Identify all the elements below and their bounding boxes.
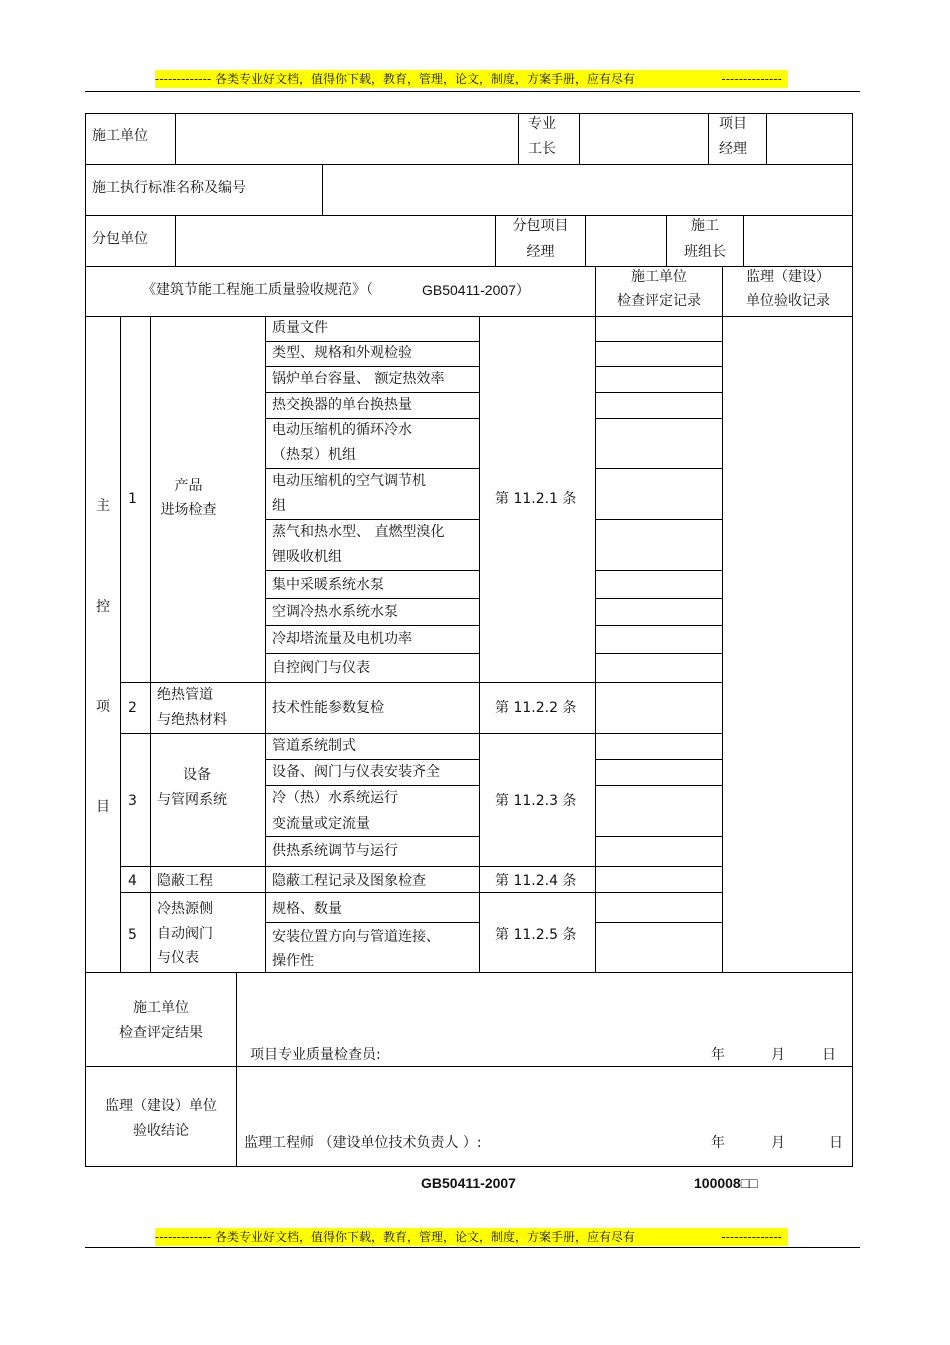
supervision-record-label-2: 单位验收记录 xyxy=(746,293,830,309)
group-3-name-1: 设备 xyxy=(183,767,211,783)
subcontract-unit-field[interactable] xyxy=(176,217,494,264)
subcontract-unit-label: 分包单位 xyxy=(92,231,148,247)
inspector-day: 日 xyxy=(822,1047,836,1063)
row-divider xyxy=(595,785,722,786)
form-code: GB50411-2007 xyxy=(421,1175,516,1191)
inspector-month: 月 xyxy=(771,1047,785,1063)
row-divider xyxy=(265,625,479,626)
row-divider xyxy=(265,519,479,520)
engineer-label: 监理工程师 （建设单位技术负责人 ）: xyxy=(244,1135,482,1151)
col-divider xyxy=(708,113,709,164)
item-water-system-1: 冷（热）水系统运行 xyxy=(272,790,398,806)
col-divider xyxy=(722,266,723,972)
row-divider xyxy=(595,519,722,520)
group-4-clause: 第 11.2.4 条 xyxy=(495,873,577,889)
item-cooling-tower: 冷却塔流量及电机功率 xyxy=(272,631,412,647)
item-heating-regulation: 供热系统调节与运行 xyxy=(272,843,398,859)
item-boiler: 锅炉单台容量、 额定热效率 xyxy=(272,371,445,387)
col-divider xyxy=(120,316,121,972)
top-banner xyxy=(155,70,788,88)
item-quality-docs: 质量文件 xyxy=(272,320,328,336)
item-pipe-system: 管道系统制式 xyxy=(272,738,356,754)
row-divider xyxy=(265,570,479,571)
main-control-label-3: 项 xyxy=(96,699,110,715)
group-3-name-2: 与管网系统 xyxy=(157,792,227,808)
bottom-banner xyxy=(155,1228,788,1246)
item-water-system-2: 变流量或定流量 xyxy=(272,816,370,832)
engineer-year: 年 xyxy=(711,1135,725,1151)
row-divider xyxy=(85,266,853,267)
row-divider xyxy=(265,785,479,786)
item-heating-pump: 集中采暖系统水泵 xyxy=(272,577,384,593)
subcontract-pm-label-1: 分包项目 xyxy=(512,218,569,234)
row-divider xyxy=(265,366,479,367)
item-concealed-records: 隐蔽工程记录及图象检查 xyxy=(272,873,426,889)
item-install-position-1: 安装位置方向与管道连接、 xyxy=(272,929,440,945)
group-2-clause: 第 11.2.2 条 xyxy=(495,700,577,716)
construction-unit-label: 施工单位 xyxy=(92,128,148,144)
row-divider xyxy=(120,866,722,867)
group-3-clause: 第 11.2.3 条 xyxy=(495,793,577,809)
subcontract-pm-label-2: 经理 xyxy=(526,244,555,260)
spec-title: 《建筑节能工程施工质量验收规范》（ xyxy=(142,282,373,298)
specialty-foreman-label-1: 专业 xyxy=(528,116,556,132)
top-rule xyxy=(85,91,860,92)
main-control-label-1: 主 xyxy=(96,498,110,514)
group-5-no: 5 xyxy=(128,927,137,943)
item-type-spec: 类型、规格和外观检验 xyxy=(272,345,412,361)
item-spec-quantity: 规格、数量 xyxy=(272,901,342,917)
row-divider xyxy=(265,922,479,923)
row-divider xyxy=(595,468,722,469)
banner-right-dashes: -------------- xyxy=(721,72,782,86)
item-control-valves: 自控阀门与仪表 xyxy=(272,660,370,676)
item-equipment-install: 设备、阀门与仪表安装齐全 xyxy=(272,764,440,780)
item-heat-exchanger: 热交换器的单台换热量 xyxy=(272,397,412,413)
row-divider xyxy=(595,366,722,367)
group-4-name: 隐蔽工程 xyxy=(157,873,213,889)
row-divider xyxy=(85,164,853,165)
item-compressor-ac-1: 电动压缩机的空气调节机 xyxy=(272,473,426,489)
col-divider xyxy=(518,113,519,164)
row-divider xyxy=(595,570,722,571)
row-divider xyxy=(265,653,479,654)
row-divider xyxy=(595,759,722,760)
group-2-name-1: 绝热管道 xyxy=(157,687,213,703)
item-compressor-ac-2: 组 xyxy=(272,498,286,514)
row-divider xyxy=(120,682,722,683)
col-divider xyxy=(479,316,480,972)
banner-text: 各类专业好文档，值得你下载，教育，管理，论文，制度，方案手册，应有尽有 xyxy=(215,72,636,86)
row-divider xyxy=(265,392,479,393)
row-divider xyxy=(265,418,479,419)
group-5-name-1: 冷热源侧 xyxy=(157,901,213,917)
item-compressor-chiller-1: 电动压缩机的循环冷水 xyxy=(272,422,412,438)
item-compressor-chiller-2: （热泵）机组 xyxy=(272,447,356,463)
group-3-no: 3 xyxy=(128,793,137,809)
spec-code: GB50411-2007） xyxy=(422,282,530,298)
row-divider xyxy=(595,836,722,837)
row-divider xyxy=(120,733,722,734)
row-divider xyxy=(595,625,722,626)
specialty-foreman-label-2: 工长 xyxy=(528,141,556,157)
construction-result-label-2: 检查评定结果 xyxy=(119,1025,203,1041)
item-ac-pump: 空调冷热水系统水泵 xyxy=(272,604,398,620)
engineer-day: 日 xyxy=(829,1135,843,1151)
row-divider xyxy=(595,598,722,599)
form-number: 100008□□ xyxy=(694,1175,758,1191)
row-divider xyxy=(265,759,479,760)
team-leader-label-2: 班组长 xyxy=(684,244,726,260)
row-divider xyxy=(120,892,722,893)
inspector-label: 项目专业质量检查员: xyxy=(250,1047,381,1063)
standard-field[interactable] xyxy=(323,166,851,213)
team-leader-field[interactable] xyxy=(744,217,851,264)
group-1-no: 1 xyxy=(128,491,137,507)
construction-result-label-1: 施工单位 xyxy=(133,1000,189,1016)
group-5-name-3: 与仪表 xyxy=(157,950,199,966)
engineer-month: 月 xyxy=(771,1135,785,1151)
row-divider xyxy=(595,922,722,923)
supervision-record-label-1: 监理（建设） xyxy=(746,269,830,285)
item-install-position-2: 操作性 xyxy=(272,953,314,969)
row-divider xyxy=(85,215,853,216)
row-divider xyxy=(265,468,479,469)
row-divider xyxy=(85,972,853,973)
main-control-label-2: 控 xyxy=(96,599,110,615)
subcontract-pm-field[interactable] xyxy=(586,217,665,264)
group-5-clause: 第 11.2.5 条 xyxy=(495,927,577,943)
row-divider xyxy=(265,836,479,837)
row-divider xyxy=(265,341,479,342)
main-control-label-4: 目 xyxy=(96,799,110,815)
row-divider xyxy=(265,598,479,599)
group-4-no: 4 xyxy=(128,873,137,889)
row-divider xyxy=(85,316,853,317)
row-divider xyxy=(85,1066,853,1067)
row-divider xyxy=(595,341,722,342)
banner-left-dashes: ------------- xyxy=(155,1230,212,1244)
col-divider xyxy=(265,316,266,972)
construction-unit-field[interactable] xyxy=(176,115,518,162)
banner-right-dashes: -------------- xyxy=(721,1230,782,1244)
group-5-name-2: 自动阀门 xyxy=(157,926,213,942)
item-tech-params: 技术性能参数复检 xyxy=(272,700,384,716)
team-leader-label-1: 施工 xyxy=(691,218,719,234)
inspect-record-label-1: 施工单位 xyxy=(631,269,687,285)
row-divider xyxy=(595,418,722,419)
inspect-record-label-2: 检查评定记录 xyxy=(617,293,701,309)
project-manager-label-2: 经理 xyxy=(719,141,747,157)
row-divider xyxy=(595,653,722,654)
inspector-year: 年 xyxy=(711,1047,725,1063)
project-manager-label-1: 项目 xyxy=(719,116,747,132)
group-1-name-1: 产品 xyxy=(174,478,203,494)
supervision-conclusion-label-1: 监理（建设）单位 xyxy=(105,1098,217,1114)
col-divider xyxy=(150,316,151,972)
group-1-name-2: 进场检查 xyxy=(160,502,217,518)
banner-text: 各类专业好文档，值得你下载，教育，管理，论文，制度，方案手册，应有尽有 xyxy=(215,1230,636,1244)
item-absorption-1: 蒸气和热水型、 直燃型溴化 xyxy=(272,524,445,540)
supervision-conclusion-label-2: 验收结论 xyxy=(133,1123,189,1139)
group-2-no: 2 xyxy=(128,700,137,716)
standard-label: 施工执行标准名称及编号 xyxy=(92,180,246,196)
project-manager-field[interactable] xyxy=(767,115,851,162)
banner-left-dashes: ------------- xyxy=(155,72,212,86)
col-divider xyxy=(236,972,237,1167)
bottom-rule xyxy=(85,1247,860,1248)
item-absorption-2: 锂吸收机组 xyxy=(272,549,342,565)
group-1-clause: 第 11.2.1 条 xyxy=(495,491,577,507)
specialty-foreman-field[interactable] xyxy=(580,115,708,162)
group-2-name-2: 与绝热材料 xyxy=(157,712,227,728)
row-divider xyxy=(595,392,722,393)
